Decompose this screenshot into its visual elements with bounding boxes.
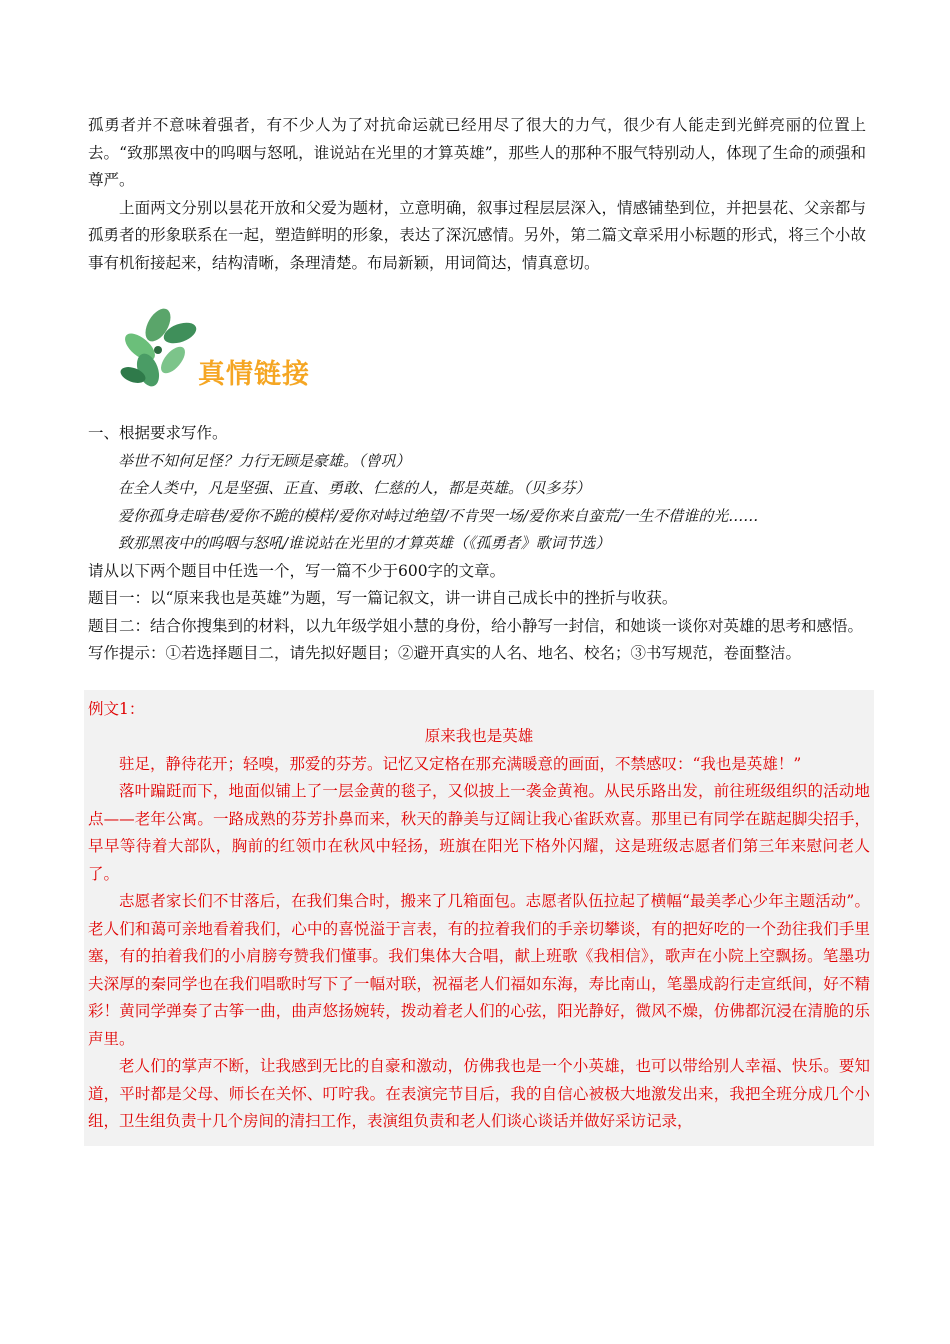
section-header <box>118 305 866 420</box>
quote-4: 致那黑夜中的呜咽与怒吼/谁说站在光里的才算英雄（《孤勇者》歌词节选） <box>118 534 611 552</box>
quote-2: 在全人类中，凡是坚强、正直、勇敢、仁慈的人，都是英雄。（贝多芬） <box>118 479 591 497</box>
intro-paragraph-2: 上面两文分别以昙花开放和父爱为题材，立意明确，叙事过程层层深入，情感铺垫到位，并把昙花、父亲都与孤勇者的形象联系在一起，塑造鲜明的形象，表达了深沉感情。另外，第二篇文章采用小标题的形式，将三个小故事有机衔接起来，结构清晰，条理清楚。布局新颖，用词简达，情真意切。 <box>88 198 866 272</box>
topic-2: 题目二：结合你搜集到的材料，以九年级学姐小慧的身份，给小静写一封信，和她谈一谈你对英雄的思考和感悟。 <box>88 616 864 635</box>
leaf-icon <box>118 305 208 400</box>
section-title: 真情链接 <box>198 359 310 390</box>
document-page <box>88 112 870 1146</box>
example-paragraph-3: 志愿者家长们不甘落后，在我们集合时，搬来了几箱面包。志愿者队伍拉起了横幅“最美孝心少年主题活动”。老人们和蔼可亲地看着我们，心中的喜悦溢于言表，有的拉着我们的手亲切攀谈，有的把好吃的一个劲往我们手里塞，有的拍着我们的小肩膀夸赞我们懂事。我们集体大合唱，献上班歌《我相信》，歌声在小院上空飘扬。笔墨功夫深厚的秦同学也在我们唱歌时写下了一幅对联，祝福老人们福如东海，寿比南山，笔墨成韵行走宣纸间，好不精彩！黄同学弹奏了古筝一曲，曲声悠扬婉转，拨动着老人们的心弦，阳光静好，微风不燥，仿佛都沉浸在清脆的乐声里。 <box>88 892 870 1048</box>
task-instruction: 请从以下两个题目中任选一个，写一篇不少于600字的文章。 <box>88 561 506 580</box>
example-essay-box <box>84 690 874 1146</box>
writing-tips: 写作提示：①若选择题目二，请先拟好题目；②避开真实的人名、地名、校名；③书写规范，卷面整洁。 <box>88 644 802 662</box>
task-heading: 一、根据要求写作。 <box>88 424 228 442</box>
example-label: 例文1： <box>88 699 145 718</box>
quote-3: 爱你孤身走暗巷/爱你不跪的模样/爱你对峙过绝望/不肯哭一场/爱你来自蛮荒/一生不借谁的光…… <box>118 506 759 525</box>
intro-paragraph-1: 孤勇者并不意味着强者，有不少人为了对抗命运就已经用尽了很大的力气，很少有人能走到光鲜亮丽的位置上去。“致那黑夜中的呜咽与怒吼，谁说站在光里的才算英雄”，那些人的那种不服气特别动人，体现了生命的顽强和尊严。 <box>88 116 866 189</box>
example-title: 原来我也是英雄 <box>424 727 534 745</box>
quote-1: 举世不知何足怪？力行无顾是豪雄。（曾巩） <box>118 451 411 470</box>
topic-1: 题目一：以“原来我也是英雄”为题，写一篇记叙文，讲一讲自己成长中的挫折与收获。 <box>88 589 678 607</box>
example-paragraph-2: 落叶蹁跹而下，地面似铺上了一层金黄的毯子，又似披上一袭金黄袍。从民乐路出发，前往班级组织的活动地点——老年公寓。一路成熟的芬芳扑鼻而来，秋天的静美与辽阔让我心雀跃欢喜。那里已有同学在踮起脚尖招手，早早等待着大部队，胸前的红领巾在秋风中轻扬，班旗在阳光下格外闪耀，这是班级志愿者们第三年来慰问老人了。 <box>88 782 870 883</box>
example-paragraph-4: 老人们的掌声不断，让我感到无比的自豪和激动，仿佛我也是一个小英雄，也可以带给别人幸福、快乐。要知道，平时都是父母、师长在关怀、叮咛我。在表演完节目后，我的自信心被极大地激发出来，我把全班分成几个小组，卫生组负责十几个房间的清扫工作，表演组负责和老人们谈心谈话并做好采访记录， <box>88 1057 870 1130</box>
example-paragraph-1: 驻足，静待花开；轻嗅，那爱的芬芳。记忆又定格在那充满暖意的画面，不禁感叹：“我也是英雄！” <box>119 754 802 773</box>
